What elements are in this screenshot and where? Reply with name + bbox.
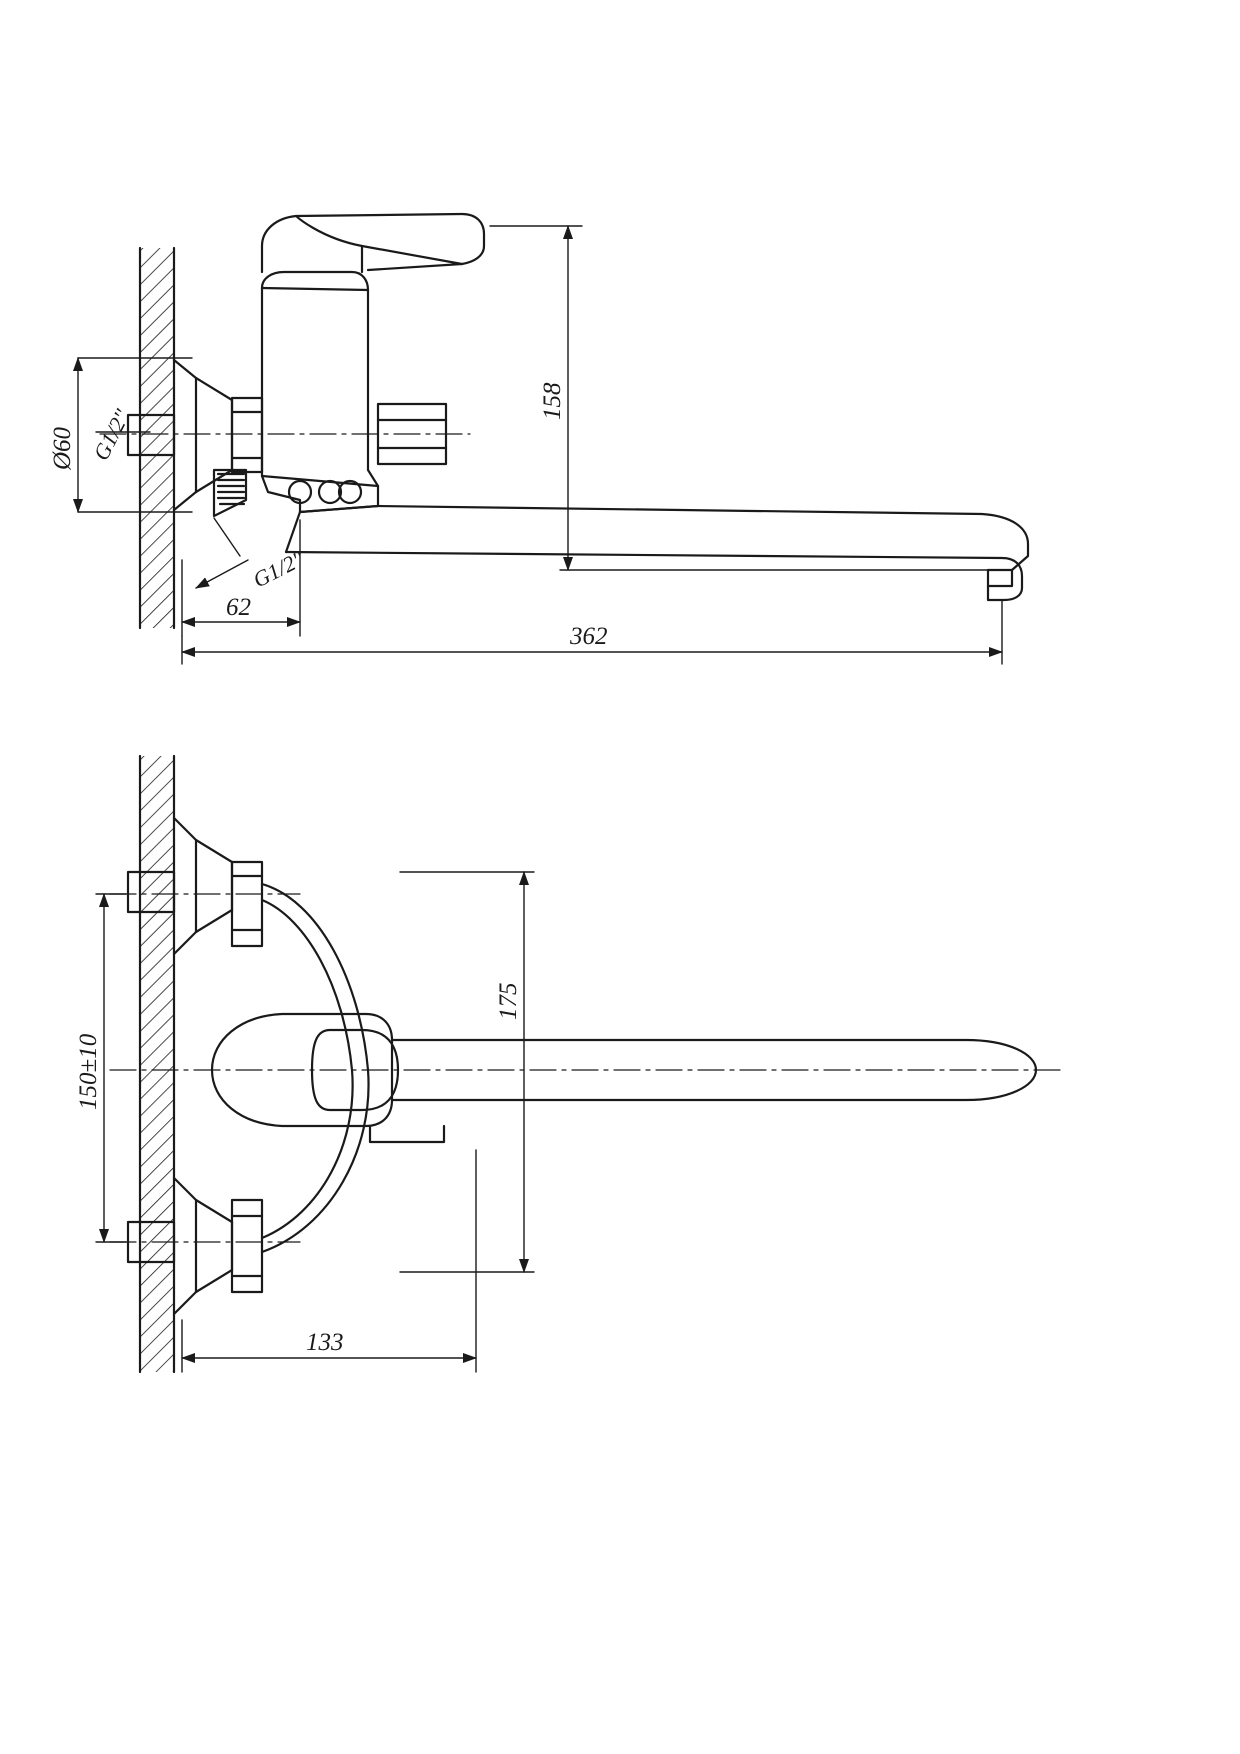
dim-label-362: 362 [570, 623, 608, 650]
side-view-dimensions [78, 226, 1006, 664]
mixer-body-front [262, 884, 369, 1252]
mixer-body-side [262, 272, 378, 512]
lever-housing-front [212, 1014, 444, 1142]
front-view-group [110, 756, 1060, 1372]
dim-label-d60: Ø60 [49, 426, 76, 470]
dim-label-133: 133 [306, 1329, 344, 1356]
dim-label-g12-upper: G1/2'' [88, 405, 135, 465]
dim-label-g12-lower: G1/2'' [248, 545, 308, 593]
hex-nut-side [232, 398, 262, 472]
dim-label-158: 158 [539, 382, 566, 420]
wall-hatch-bottom [140, 756, 174, 1372]
spout-side [286, 506, 1028, 600]
escutcheon-cone-side [174, 360, 232, 510]
lever-handle-side [262, 214, 484, 272]
wall-hatch-top [140, 248, 174, 628]
dim-label-175: 175 [495, 982, 522, 1020]
dim-label-62: 62 [226, 594, 251, 621]
dim-label-150pm10: 150±10 [75, 1033, 102, 1110]
